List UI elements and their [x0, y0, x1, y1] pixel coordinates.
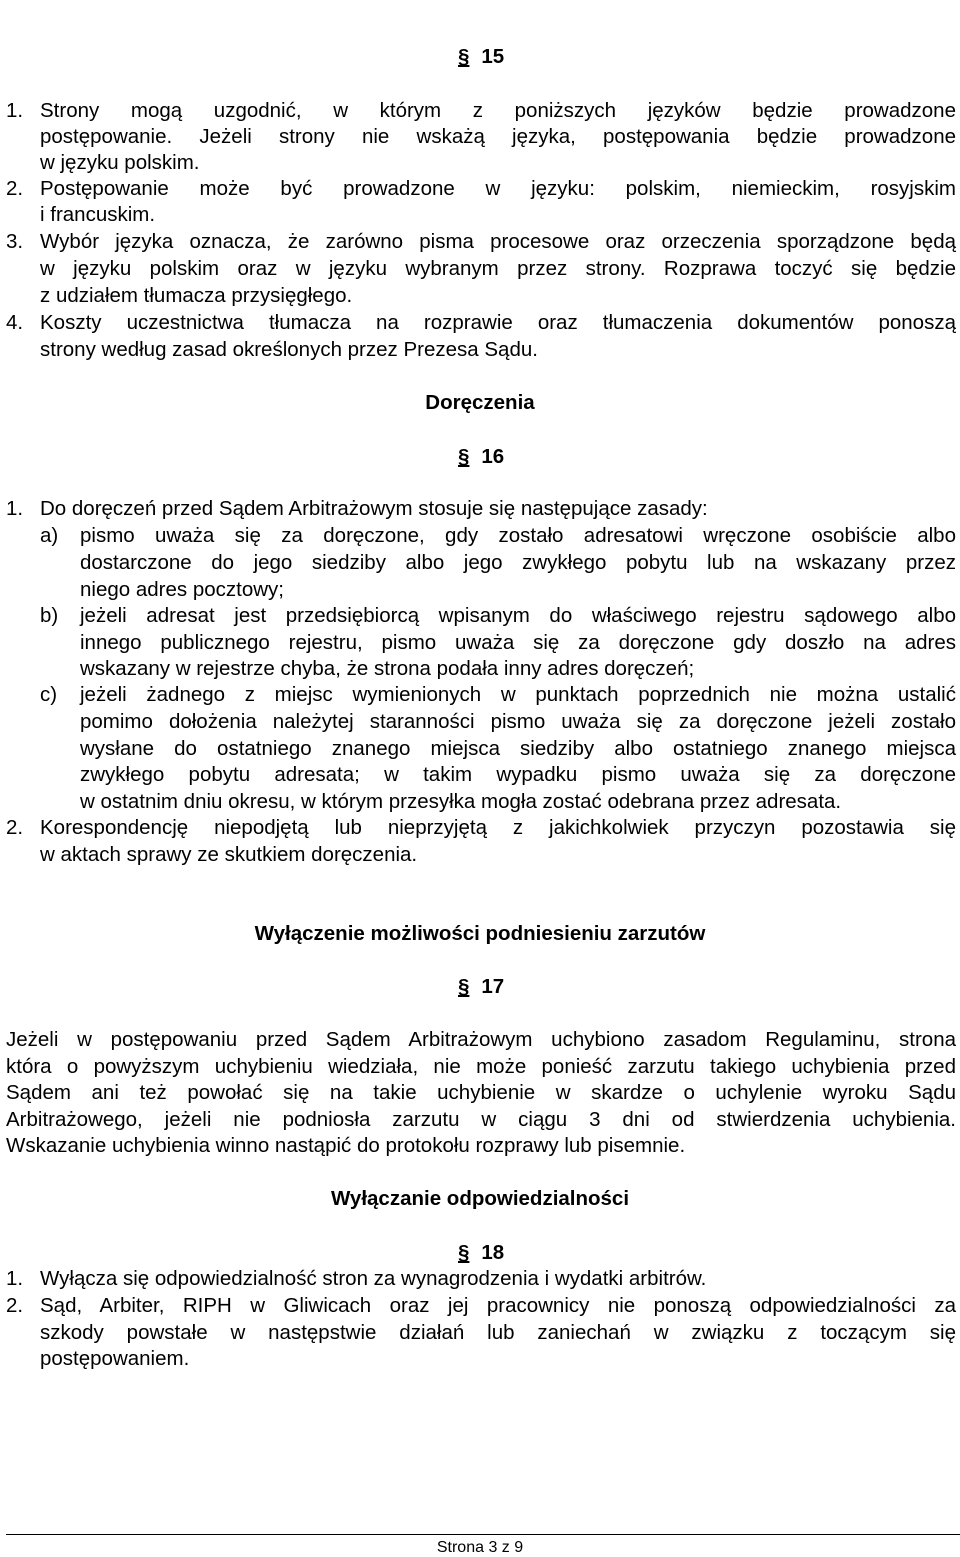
page-number: Strona 3 z 9 [436, 1539, 524, 1556]
paragraph-line: z udziałem tłumacza przysięgłego. [40, 284, 353, 307]
section-number: 15 [481, 45, 505, 68]
section-number: 16 [481, 445, 505, 468]
paragraph-line: Strony mogą uzgodnić, w którym z poniższych języków będzie prowadzone [40, 99, 956, 122]
paragraph-line: Postępowanie może być prowadzone w języku: polskim, niemieckim, rosyjskim [40, 177, 956, 200]
paragraph-line: Jeżeli w postępowaniu przed Sądem Arbitrażowym uchybiono zasadom Regulaminu, strona [6, 1028, 956, 1051]
item-number: 2. [6, 1294, 24, 1317]
paragraph-line: postępowaniem. [40, 1347, 190, 1370]
paragraph-line: niego adres pocztowy; [80, 578, 284, 601]
item-number: 1. [6, 1267, 24, 1290]
paragraph-line: postępowanie. Jeżeli strony nie wskażą języka, postępowania będzie prowadzone [40, 125, 956, 148]
section-16-heading [458, 444, 504, 470]
item-letter: a) [40, 524, 59, 547]
paragraph-line: w języku polskim. [40, 151, 200, 174]
paragraph-line: Sąd, Arbiter, RIPH w Gliwicach oraz jej pracownicy nie ponoszą odpowiedzialności za [40, 1294, 956, 1317]
paragraph-line: Koszty uczestnictwa tłumacza na rozprawie oraz tłumaczenia dokumentów ponoszą [40, 311, 956, 334]
paragraph-line: Do doręczeń przed Sądem Arbitrażowym stosuje się następujące zasady: [40, 497, 708, 520]
section-title: Wyłączanie odpowiedzialności [330, 1187, 630, 1210]
paragraph-line: wysłane do ostatniego znanego miejsca siedziby albo ostatniego znanego miejsca [80, 737, 956, 760]
section-sign: § [458, 445, 470, 468]
item-number: 2. [6, 177, 24, 200]
section-title: Wyłączenie możliwości podniesieniu zarzutów [254, 922, 706, 945]
item-letter: c) [40, 683, 58, 706]
paragraph-line: Wskazanie uchybienia winno nastąpić do protokołu rozprawy lub pisemnie. [6, 1134, 686, 1157]
paragraph-line: strony według zasad określonych przez Prezesa Sądu. [40, 338, 538, 361]
section-title: Doręczenia [425, 391, 535, 414]
paragraph-line: która o powyższym uchybieniu wiedziała, nie może ponieść zarzutu takiego uchybienia przed [6, 1055, 956, 1078]
footer-divider [6, 1534, 960, 1535]
paragraph-line: Korespondencję niepodjętą lub nieprzyjętą z jakichkolwiek przyczyn pozostawia się [40, 816, 956, 839]
section-sign: § [458, 975, 470, 998]
paragraph-line: wskazany w rejestrze chyba, że strona podała inny adres doręczeń; [80, 657, 695, 680]
section-number: 18 [481, 1241, 505, 1264]
paragraph-line: Wyłącza się odpowiedzialność stron za wynagrodzenia i wydatki arbitrów. [40, 1267, 707, 1290]
paragraph-line: pomimo dołożenia należytej staranności pismo uważa się za doręczone jeżeli zostało [80, 710, 956, 733]
section-15-heading [458, 44, 504, 70]
paragraph-line: pismo uważa się za doręczone, gdy zostało adresatowi wręczone osobiście albo [80, 524, 956, 547]
section-number: 17 [481, 975, 505, 998]
item-number: 3. [6, 230, 24, 253]
paragraph-line: zwykłego pobytu adresata; w takim wypadku pismo uważa się za doręczone [80, 763, 956, 786]
paragraph-line: szkody powstałe w następstwie działań lub zaniechań w związku z toczącym się [40, 1321, 956, 1344]
paragraph-line: Sądem ani też powołać się na takie uchybienie w skardze o uchylenie wyroku Sądu [6, 1081, 956, 1104]
item-letter: b) [40, 604, 59, 627]
item-number: 1. [6, 497, 24, 520]
item-number: 2. [6, 816, 24, 839]
paragraph-line: w aktach sprawy ze skutkiem doręczenia. [40, 843, 418, 866]
section-sign: § [458, 1241, 470, 1264]
section-18-heading [458, 1240, 504, 1266]
paragraph-line: jeżeli żadnego z miejsc wymienionych w punktach poprzednich nie można ustalić [80, 683, 956, 706]
paragraph-line: w ostatnim dniu okresu, w którym przesyłka mogła zostać odebrana przez adresata. [80, 790, 842, 813]
section-sign: § [458, 45, 470, 68]
item-number: 1. [6, 99, 24, 122]
paragraph-line: w języku polskim oraz w języku wybranym przez strony. Rozprawa toczyć się będzie [40, 257, 956, 280]
paragraph-line: jeżeli adresat jest przedsiębiorcą wpisanym do właściwego rejestru sądowego albo [80, 604, 956, 627]
paragraph-line: innego publicznego rejestru, pismo uważa się za doręczone gdy doszło na adres [80, 631, 956, 654]
item-number: 4. [6, 311, 24, 334]
section-17-heading [458, 974, 504, 1000]
paragraph-line: Arbitrażowego, jeżeli nie podniosła zarzutu w ciągu 3 dni od stwierdzenia uchybienia. [6, 1108, 956, 1131]
paragraph-line: Wybór języka oznacza, że zarówno pisma procesowe oraz orzeczenia sporządzone będą [40, 230, 956, 253]
paragraph-line: i francuskim. [40, 203, 156, 226]
paragraph-line: dostarczone do jego siedziby albo jego zwykłego pobytu lub na wskazany przez [80, 551, 956, 574]
